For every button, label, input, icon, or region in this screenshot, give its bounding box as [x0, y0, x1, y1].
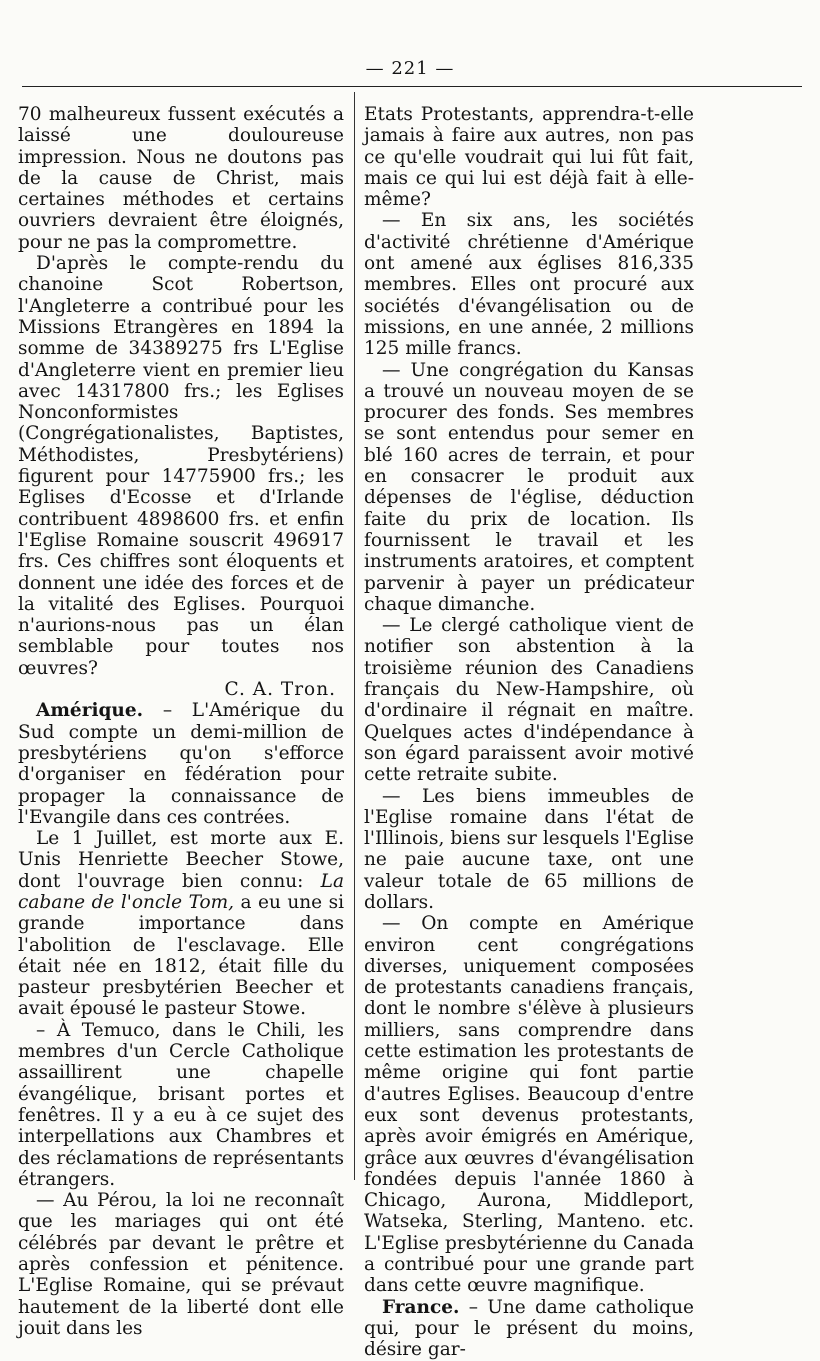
paragraph-executions: 70 malheureux fussent exécutés a laissé une douloureuse impression. Nous ne doutons pas de la cause de Christ, mais certaines méthodes et certains ouvriers devraient être éloignés, pour ne pas la compromettre. [18, 104, 344, 253]
france-text: – Une dame catholique qui, pour le présent du moins, désire gar- [364, 1296, 694, 1361]
author-signature [18, 679, 344, 700]
paragraph-perou: — Au Pérou, la loi ne reconnaît que les mariages qui ont été célébrés par devant le prêtre et après confession et pénitence. L'Eglise Romaine, qui se prévaut hautement de la liberté dont elle jouit dans les [18, 1190, 344, 1339]
signature-text: C. A. Tron. [224, 679, 336, 701]
section-lead-amerique: Amérique. [36, 700, 144, 722]
stowe-text-after: a eu une si grande importance dans l'abolition de l'esclavage. Elle était née en 1812, était fille du pasteur presbytérien Beecher et avait épousé le pasteur Stowe. [18, 891, 344, 1020]
paragraph-societes-activite: — En six ans, les sociétés d'activité chrétienne d'Amérique ont amené aux églises 816,335 membres. Elles ont procuré aux sociétés d'évangélisation ou de missions, en une année, 2 millions 125 mille francs. [364, 210, 694, 360]
paragraph-illinois: — Les biens immeubles de l'Eglise romaine dans l'état de l'Illinois, biens sur lesquels l'Eglise ne paie aucune taxe, ont une valeur totale de 65 millions de dollars. [364, 785, 694, 913]
paragraph-missions-funding: D'après le compte-rendu du chanoine Scot Robertson, l'Angleterre a contribué pour les Missions Etrangères en 1894 la somme de 34389275 frs L'Eglise d'Angleterre vient en premier lieu avec 14317800 frs.; les Eglises Nonconformistes (Congrégationalistes, Baptistes, Méthodistes, Presbytériens) figurent pour 14775900 frs.; les Eglises d'Ecosse et d'Irlande contribuent 4898600 frs. et enfin l'Eglise Romaine souscrit 496917 frs. Ces chiffres sont éloquents et donnent une idée des forces et de la vitalité des Eglises. Pourquoi n'aurions-nous pas un élan semblable pour toutes nos œuvres? [18, 253, 344, 679]
stowe-text-before: Le 1 Juillet, est morte aux E. Unis Henriette Beecher Stowe, dont l'ouvrage bien connu: [18, 828, 344, 892]
section-lead-france: France. [382, 1296, 460, 1318]
page-number: — 221 — [365, 58, 455, 79]
left-column [18, 104, 344, 1339]
amerique-text: – L'Amérique du Sud compte un demi-million de presbytériens qu'on s'efforce d'organiser en fédération pour propager la connaissance de l'Evangile dans ces contrées. [18, 700, 344, 828]
paragraph-kansas: — Une congrégation du Kansas a trouvé un nouveau moyen de se procurer des fonds. Ses membres se sont entendus pour semer en blé 160 acres de terrain, et pour en consacrer le produit aux dépenses de l'église, déduction faite du prix de location. Ils fournissent le travail et les instruments aratoires, et comptent parvenir à payer un prédicateur chaque dimanche. [364, 359, 694, 615]
paragraph-france [364, 1297, 694, 1361]
stowe-book-title: La cabane de l'oncle Tom, [18, 870, 344, 913]
paragraph-canadiens-francais: — On compte en Amérique environ cent congrégations diverses, uniquement composées de protestants canadiens français, dont le nombre s'élève à plusieurs milliers, sans comprendre dans cette estimation les protestants de même origine qui font partie d'autres Eglises. Beaucoup d'entre eux sont devenus protestants, après avoir émigrés en Amérique, grâce aux œuvres d'évangélisation fondées depuis l'année 1860 à Chicago, Aurona, Middleport, Watseka, Sterling, Manteno. etc. L'Eglise presbytérienne du Canada a contribué pour une grande part dans cette œuvre magnifique. [364, 913, 694, 1297]
paragraph-amerique [18, 700, 344, 828]
paragraph-etats-protestants: Etats Protestants, apprendra-t-elle jamais à faire aux autres, non pas ce qu'elle voudrait qui lui fût fait, mais ce qui lui est déjà fait à elle-même? [364, 104, 694, 211]
column-divider [354, 92, 355, 1180]
paragraph-temuco: – À Temuco, dans le Chili, les membres d'un Cercle Catholique assaillirent une chapelle évangélique, brisant portes et fenêtres. Il y a eu à ce sujet des interpellations aux Chambres et des réclamations de représentants étrangers. [18, 1019, 344, 1190]
header-rule [22, 86, 802, 87]
paragraph-clerge-catholique: — Le clergé catholique vient de notifier son abstention à la troisième réunion des Canadiens français du New-Hampshire, où d'ordinaire il régnait en maître. Quelques actes d'indépendance à son égard paraissent avoir motivé cette retraite subite. [364, 615, 694, 786]
paragraph-stowe [18, 828, 344, 1020]
right-column [364, 104, 694, 1361]
